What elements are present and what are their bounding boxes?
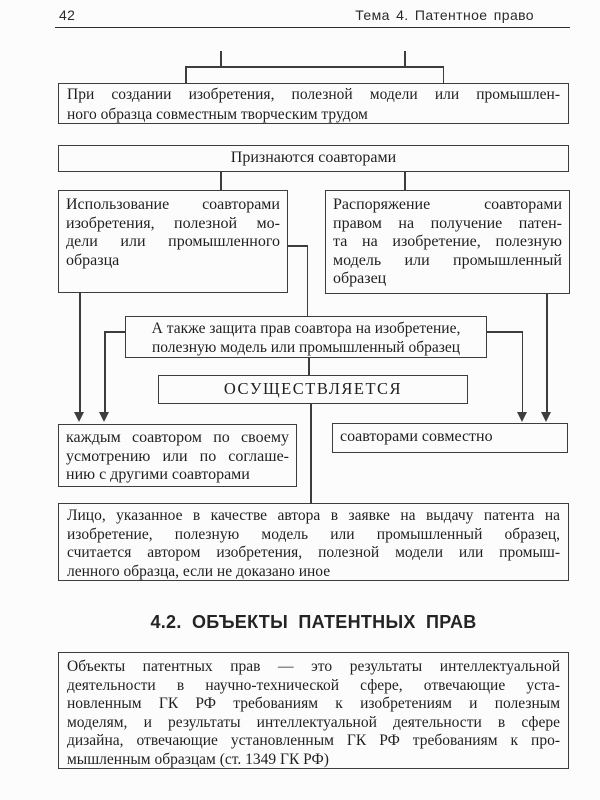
- text-line: моделям, и результаты интеллектуальной деятельности в сфере: [67, 713, 560, 731]
- flow-box-each-coauthor: [58, 424, 297, 487]
- text-line: А также защита прав соавтора на изобретение,: [151, 320, 461, 337]
- arrow-down-icon: [74, 412, 84, 422]
- flow-box-joint-creation: [58, 83, 569, 124]
- connector-bracket-drop-right: [443, 66, 445, 83]
- connector-stub-right: [404, 51, 406, 66]
- text-line: деятельности в научно-технической сфере, отвечающие уста-: [67, 676, 560, 694]
- text-line: Использование соавторами: [66, 196, 280, 213]
- connector-disposal-drop: [546, 293, 548, 413]
- connector-mid-vertical: [307, 245, 309, 316]
- page-header: [55, 7, 570, 28]
- connector-protection-left-drop: [104, 331, 106, 413]
- text-line: изобретения, полезной мо-: [66, 214, 280, 232]
- text-line: та на изобретение, полезную: [333, 233, 562, 250]
- flow-box-coauthors-jointly: [332, 423, 568, 453]
- arrow-down-icon: [541, 412, 551, 422]
- connector-protection-left-arm: [104, 331, 126, 333]
- text-line: дели или промышленного: [66, 233, 280, 250]
- text-line: образца: [66, 251, 120, 269]
- text-line: ОСУЩЕСТВЛЯЕТСЯ: [223, 379, 403, 398]
- text-line: Признаются соавторами: [230, 149, 397, 166]
- text-line: правом на получение патен-: [333, 214, 562, 232]
- text-line: изобретение, полезную модель или промышленный образец,: [67, 525, 560, 543]
- connector-carried-out-down: [310, 403, 312, 503]
- text-line: ленного образца, если не доказано иное: [67, 563, 331, 581]
- text-line: дизайна, отвечающие установленным ГК РФ требованиям к про-: [67, 732, 560, 750]
- flow-box-carried-out: [158, 375, 468, 404]
- flow-box-use-by-coauthors: [58, 190, 288, 293]
- text-line: Распоряжение соавторами: [333, 196, 562, 213]
- text-line: Лицо, указанное в качестве автора в заявке на выдачу патента на: [67, 507, 560, 524]
- connector-protection-down: [308, 357, 310, 375]
- text-line: Объекты патентных прав — это результаты интеллектуальной: [67, 658, 560, 675]
- text-line: соавторами совместно: [340, 428, 493, 445]
- connector-down-left: [220, 171, 222, 191]
- connector-bracket-drop-left: [185, 66, 187, 83]
- flow-box-protection-of-rights: [125, 316, 487, 358]
- objects-definition-box: [58, 652, 569, 769]
- running-title: Тема 4. Патентное право: [355, 7, 534, 23]
- section-heading: 4.2. ОБЪЕКТЫ ПАТЕНТНЫХ ПРАВ: [150, 612, 477, 632]
- text-line: нию с другими соавторами: [66, 466, 250, 483]
- text-line: При создании изобретения, полезной модели или промышлен-: [67, 86, 560, 103]
- connector-use-drop: [79, 292, 81, 413]
- connector-mid-horizontal: [288, 245, 308, 247]
- text-line: ного образца совместным творческим трудом: [67, 105, 368, 123]
- flow-box-disposal-of-patent-right: [325, 190, 570, 294]
- connector-protection-right-arm: [486, 331, 523, 333]
- text-line: новленным ГК РФ требованиям к изобретениям и полезным: [67, 695, 560, 713]
- connector-stub-left: [220, 51, 222, 66]
- connector-protection-right-drop: [522, 331, 524, 413]
- text-line: усмотрению или по соглаше-: [66, 447, 289, 465]
- connector-down-right: [404, 171, 406, 191]
- arrow-down-icon: [99, 412, 109, 422]
- page-number: 42: [59, 7, 76, 23]
- text-line: модель или промышленный: [333, 251, 562, 269]
- flow-box-recognized-coauthors: [58, 145, 569, 172]
- connector-top-bracket: [185, 66, 444, 68]
- text-line: мышленным образцам (ст. 1349 ГК РФ): [67, 750, 329, 768]
- text-line: образец: [333, 270, 387, 287]
- text-line: каждым соавтором по своему: [66, 429, 289, 446]
- text-line: считается автором изобретения, полезной модели или промыш-: [67, 544, 560, 562]
- text-line: полезную модель или промышленный образец: [151, 338, 461, 356]
- arrow-down-icon: [517, 412, 527, 422]
- flow-box-person-named-in-application: [58, 503, 569, 581]
